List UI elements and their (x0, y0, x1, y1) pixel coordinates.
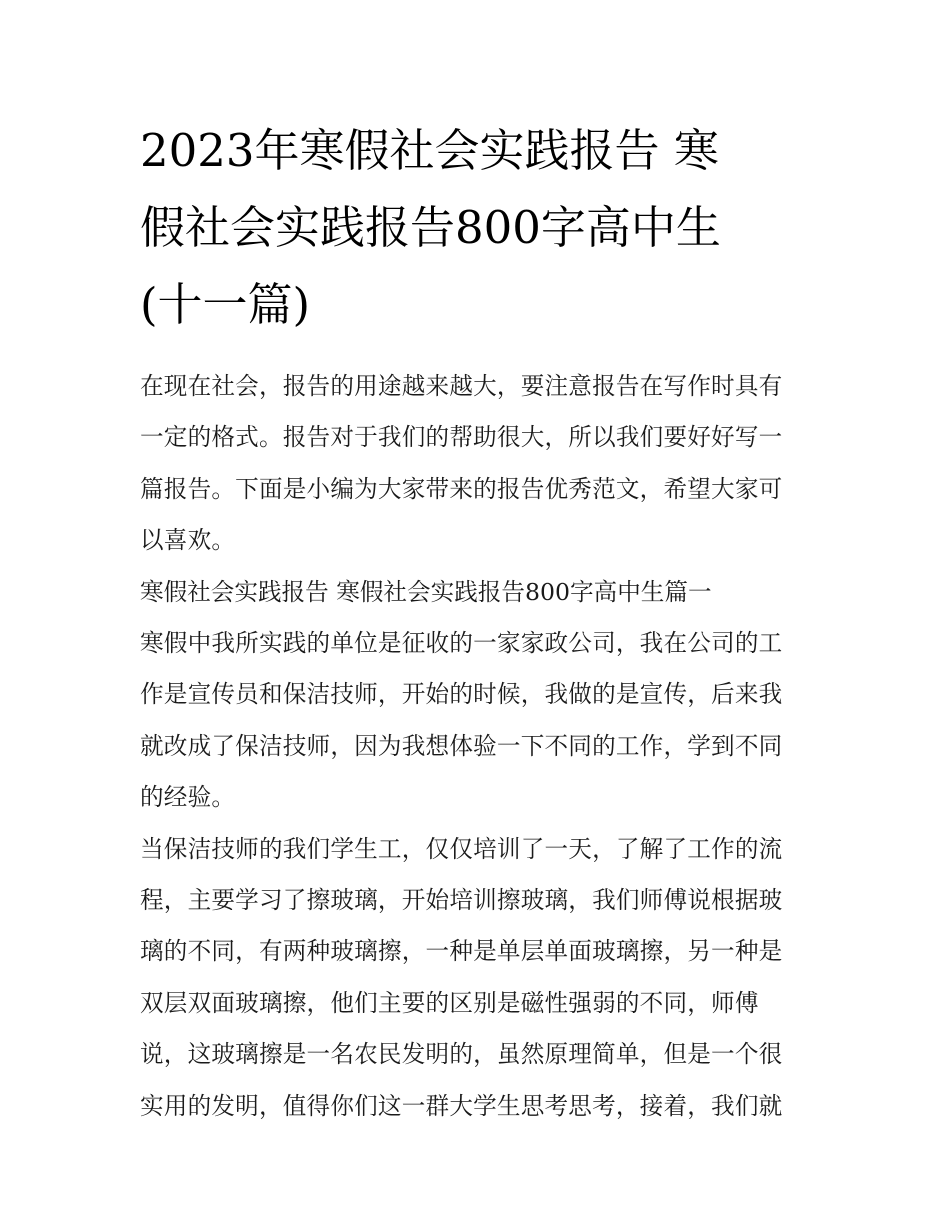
title-line-3: (十一篇) (140, 278, 311, 331)
para2-line-2: 程，主要学习了擦玻璃，开始培训擦玻璃，我们师傅说根据玻 (140, 886, 783, 915)
para1-line-4: 的经验。 (140, 783, 236, 812)
para1-line-3: 就改成了保洁技师，因为我想体验一下不同的工作，学到不同 (140, 731, 783, 760)
para2-line-3: 璃的不同，有两种玻璃擦，一种是单层单面玻璃擦，另一种是 (140, 937, 783, 966)
title-line-1: 2023年寒假社会实践报告 寒 (140, 124, 719, 177)
section-heading (140, 567, 812, 618)
intro-line-4: 以喜欢。 (140, 526, 236, 555)
body-paragraph-2 (140, 824, 812, 1132)
para1-line-2: 作是宣传员和保洁技师，开始的时候，我做的是宣传，后来我 (140, 680, 783, 709)
body-paragraph-1 (140, 618, 812, 824)
para2-line-1: 当保洁技师的我们学生工，仅仅培训了一天，了解了工作的流 (140, 834, 783, 863)
title-line-2: 假社会实践报告800字高中生 (140, 201, 721, 254)
document-page (140, 112, 812, 1132)
document-title (140, 112, 812, 343)
intro-line-1: 在现在社会，报告的用途越来越大，要注意报告在写作时具有 (140, 372, 783, 400)
para1-line-1: 寒假中我所实践的单位是征收的一家家政公司，我在公司的工 (140, 629, 783, 658)
para2-line-6: 实用的发明，值得你们这一群大学生思考思考，接着，我们就 (140, 1091, 783, 1120)
intro-line-2: 一定的格式。报告对于我们的帮助很大，所以我们要好好写一 (140, 423, 783, 452)
para2-line-5: 说，这玻璃擦是一名农民发明的，虽然原理简单，但是一个很 (140, 1040, 783, 1069)
intro-paragraph (140, 361, 812, 567)
intro-line-3: 篇报告。下面是小编为大家带来的报告优秀范文，希望大家可 (140, 474, 783, 503)
para2-line-4: 双层双面玻璃擦，他们主要的区别是磁性强弱的不同，师傅 (140, 988, 759, 1017)
section-heading-text: 寒假社会实践报告 寒假社会实践报告800字高中生篇一 (140, 577, 712, 606)
